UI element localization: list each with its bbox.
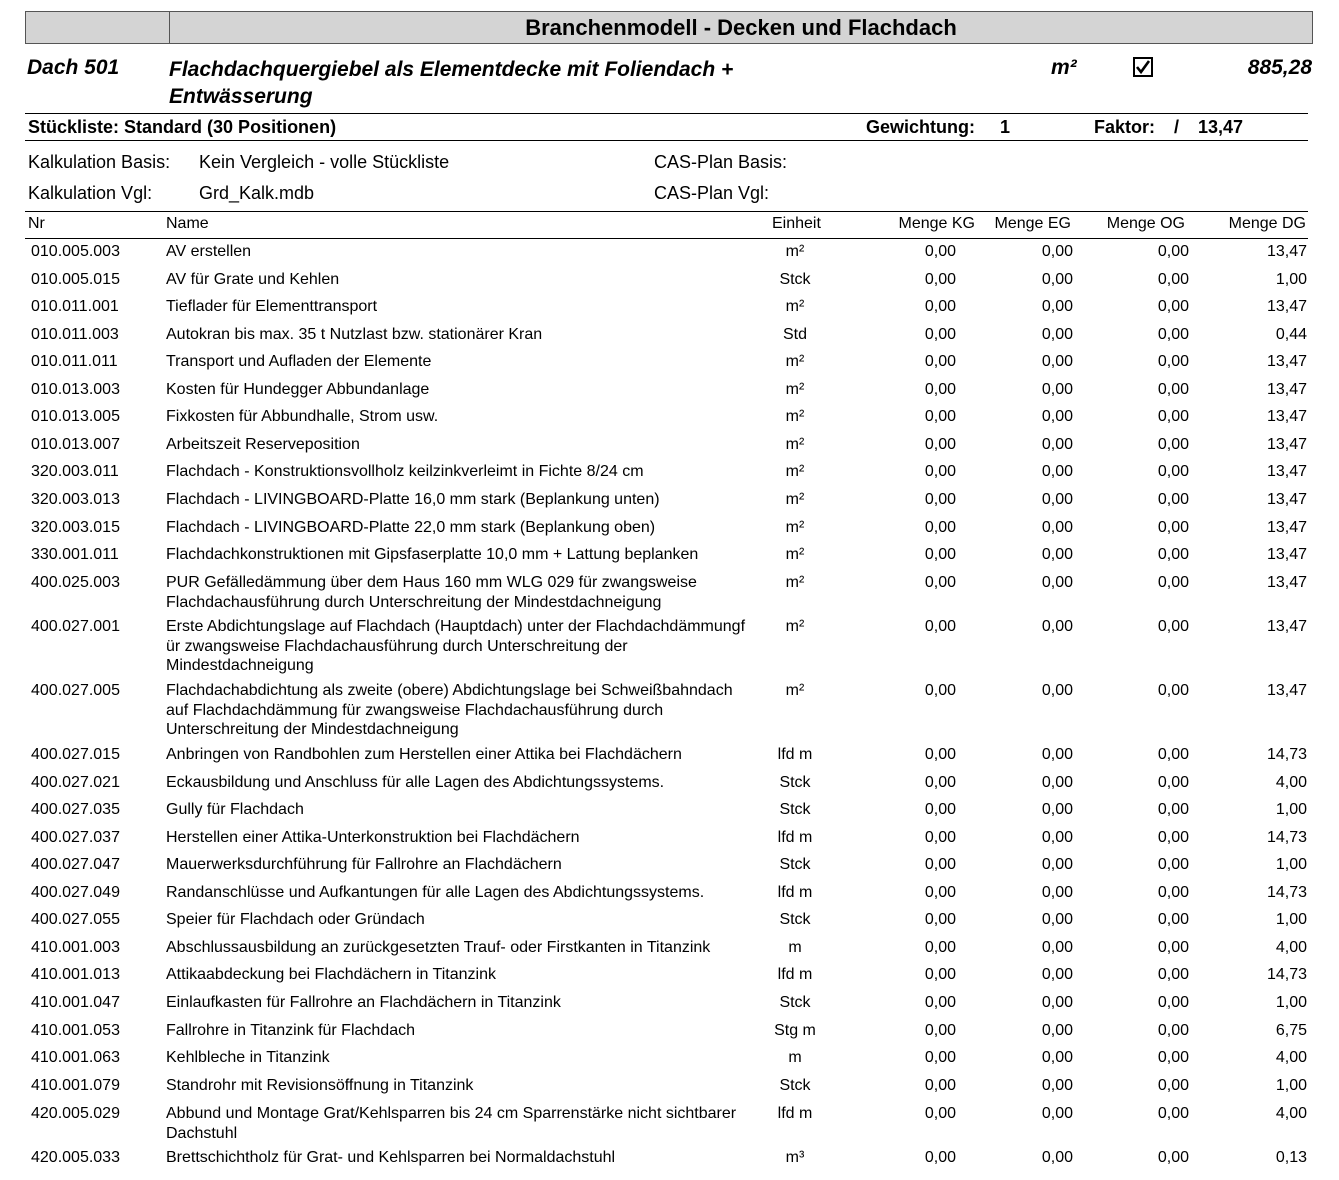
cell-nr: 010.013.007 [31,436,120,453]
cell-menge-kg: 0,00 [924,574,956,591]
cell-menge-dg: 13,47 [1266,574,1307,591]
cell-menge-eg: 0,00 [1041,1049,1073,1066]
cell-unit: Stck [779,774,811,791]
cell-unit: m² [785,463,805,480]
cell-unit: m² [785,618,805,635]
col-menge-eg: Menge EG [994,215,1071,232]
cell-menge-dg: 14,73 [1266,884,1307,901]
cell-nr: 400.027.015 [31,746,120,763]
cell-name: Flachdachkonstruktionen mit Gipsfaserplatte 10,0 mm + Lattung beplanken [166,546,699,563]
cell-name: Herstellen einer Attika-Unterkonstruktion bei Flachdächern [166,829,580,846]
cell-name: Einlaufkasten für Fallrohre an Flachdächern in Titanzink [166,994,561,1011]
cell-menge-dg: 1,00 [1275,911,1307,928]
kalk-vgl-label: Kalkulation Vgl: [28,183,153,203]
cell-nr: 410.001.063 [31,1049,120,1066]
cell-name: AV erstellen [166,243,252,260]
cell-menge-dg: 13,47 [1266,546,1307,563]
cell-name: AV für Grate und Kehlen [166,271,340,288]
cell-menge-dg: 13,47 [1266,436,1307,453]
cell-menge-og: 0,00 [1157,618,1189,635]
cell-menge-kg: 0,00 [924,1049,956,1066]
cell-nr: 320.003.011 [31,463,119,480]
cell-menge-eg: 0,00 [1041,911,1073,928]
cell-menge-kg: 0,00 [924,966,956,983]
cell-menge-eg: 0,00 [1041,298,1073,315]
cell-name: Kosten für Hundegger Abbundanlage [166,381,430,398]
cell-menge-og: 0,00 [1157,243,1189,260]
cell-unit: m² [785,574,805,591]
cell-menge-kg: 0,00 [924,408,956,425]
cell-name: Fallrohre in Titanzink für Flachdach [166,1022,415,1039]
cell-nr: 400.027.005 [31,682,120,699]
cell-nr: 410.001.047 [31,994,120,1011]
cell-name: Flachdach - LIVINGBOARD-Platte 22,0 mm stark (Beplankung oben) [166,519,656,536]
cell-menge-kg: 0,00 [924,436,956,453]
kalk-vgl-value: Grd_Kalk.mdb [199,183,315,203]
cell-unit: m² [785,519,805,536]
cell-unit: m² [785,381,805,398]
item-value: 885,28 [1247,56,1312,79]
cell-menge-og: 0,00 [1157,408,1189,425]
cell-nr: 410.001.053 [31,1022,120,1039]
cell-menge-eg: 0,00 [1041,1022,1073,1039]
cell-unit: m² [785,436,805,453]
kalk-basis-value: Kein Vergleich - volle Stückliste [199,152,450,172]
cell-unit: m [788,1049,802,1066]
gewichtung-label: Gewichtung: [866,117,975,137]
cell-menge-og: 0,00 [1157,994,1189,1011]
cell-menge-kg: 0,00 [924,884,956,901]
cell-menge-dg: 13,47 [1266,381,1307,398]
cell-menge-og: 0,00 [1157,574,1189,591]
cell-menge-kg: 0,00 [924,994,956,1011]
cell-unit: Stck [779,911,811,928]
cell-unit: m² [785,298,805,315]
stueckliste-label: Stückliste: Standard (30 Positionen) [28,117,337,137]
faktor-operator: / [1174,117,1180,137]
cell-menge-kg: 0,00 [924,381,956,398]
cell-menge-eg: 0,00 [1041,1077,1073,1094]
cell-nr: 330.001.011 [31,546,119,563]
cell-menge-kg: 0,00 [924,1077,956,1094]
cell-name: PUR Gefälledämmung über dem Haus 160 mm WLG 029 für zwangsweise Flachdachausführung durch Unterschreitung der Mindestdachneigung [166,574,697,611]
cell-menge-kg: 0,00 [924,856,956,873]
cell-menge-dg: 13,47 [1266,618,1307,635]
faktor-label: Faktor: [1094,117,1156,137]
kalk-basis-label: Kalkulation Basis: [28,152,171,172]
cell-menge-eg: 0,00 [1041,746,1073,763]
cell-menge-kg: 0,00 [924,491,956,508]
cell-menge-eg: 0,00 [1041,353,1073,370]
cell-menge-eg: 0,00 [1041,574,1073,591]
cell-nr: 400.025.003 [31,574,120,591]
cell-menge-kg: 0,00 [924,1022,956,1039]
item-code: Dach 501 [27,56,120,79]
cell-menge-eg: 0,00 [1041,939,1073,956]
cell-unit: lfd m [777,746,813,763]
cas-basis-label: CAS-Plan Basis: [654,152,788,172]
cell-menge-og: 0,00 [1157,326,1189,343]
cell-name: Erste Abdichtungslage auf Flachdach (Hauptdach) unter der Flachdachdämmungf ür zwangsweise Flachdachausführung durch Unterschreitung der Mindestdachneigung [166,618,746,674]
cell-menge-eg: 0,00 [1041,271,1073,288]
cell-menge-kg: 0,00 [924,801,956,818]
cell-menge-og: 0,00 [1157,966,1189,983]
col-menge-dg: Menge DG [1228,215,1306,232]
cell-nr: 010.011.003 [31,326,119,343]
cell-menge-dg: 1,00 [1275,1077,1307,1094]
cell-menge-kg: 0,00 [924,546,956,563]
cell-unit: m [788,939,802,956]
cell-menge-kg: 0,00 [924,519,956,536]
cell-menge-dg: 1,00 [1275,801,1307,818]
cell-menge-og: 0,00 [1157,353,1189,370]
cell-unit: Stck [779,856,811,873]
cell-unit: Stg m [774,1022,816,1039]
cell-name: Flachdach - LIVINGBOARD-Platte 16,0 mm stark (Beplankung unten) [166,491,660,508]
report-title: Branchenmodell - Decken und Flachdach [525,14,957,40]
col-nr: Nr [28,215,45,232]
cell-name: Fixkosten für Abbundhalle, Strom usw. [166,408,439,425]
cell-menge-kg: 0,00 [924,829,956,846]
cell-name: Anbringen von Randbohlen zum Herstellen einer Attika bei Flachdächern [166,746,682,763]
cell-menge-dg: 13,47 [1266,682,1307,699]
cell-name: Mauerwerksdurchführung für Fallrohre an Flachdächern [166,856,562,873]
col-menge-kg: Menge KG [898,215,975,232]
cell-menge-kg: 0,00 [924,682,956,699]
cell-menge-dg: 13,47 [1266,243,1307,260]
cell-menge-og: 0,00 [1157,436,1189,453]
cell-unit: m² [785,546,805,563]
col-einheit: Einheit [772,215,821,232]
cell-nr: 400.027.035 [31,801,120,818]
cell-unit: m² [785,353,805,370]
cell-unit: lfd m [777,829,813,846]
col-menge-og: Menge OG [1106,215,1185,232]
cell-nr: 400.027.049 [31,884,120,901]
cell-menge-dg: 13,47 [1266,519,1307,536]
cell-name: Tieflader für Elementtransport [166,298,378,315]
cell-menge-og: 0,00 [1157,801,1189,818]
cell-menge-og: 0,00 [1157,491,1189,508]
cell-menge-kg: 0,00 [924,911,956,928]
cell-menge-dg: 1,00 [1275,856,1307,873]
cell-menge-dg: 4,00 [1275,1049,1307,1066]
cell-nr: 010.013.005 [31,408,120,425]
cell-menge-dg: 13,47 [1266,463,1307,480]
cell-menge-eg: 0,00 [1041,618,1073,635]
cell-unit: Stck [779,994,811,1011]
cell-nr: 420.005.029 [31,1105,120,1122]
cell-menge-og: 0,00 [1157,1022,1189,1039]
cell-name: Randanschlüsse und Aufkantungen für alle Lagen des Abdichtungssystems. [166,884,705,901]
cell-name: Kehlbleche in Titanzink [166,1049,330,1066]
faktor-value: 13,47 [1198,117,1244,137]
cell-name: Standrohr mit Revisionsöffnung in Titanzink [166,1077,474,1094]
cell-nr: 410.001.013 [31,966,120,983]
cell-menge-dg: 4,00 [1275,1105,1307,1122]
cell-unit: m² [785,408,805,425]
cell-menge-dg: 14,73 [1266,746,1307,763]
cell-menge-eg: 0,00 [1041,801,1073,818]
cell-nr: 010.005.003 [31,243,120,260]
cell-menge-kg: 0,00 [924,618,956,635]
cell-menge-kg: 0,00 [924,298,956,315]
cell-nr: 010.011.001 [31,298,119,315]
cell-name: Attikaabdeckung bei Flachdächern in Titanzink [166,966,496,983]
cell-nr: 320.003.015 [31,519,120,536]
cell-nr: 010.013.003 [31,381,120,398]
cell-menge-kg: 0,00 [924,1149,956,1166]
cell-menge-dg: 13,47 [1266,408,1307,425]
cell-menge-dg: 0,44 [1275,326,1307,343]
cell-unit: Std [782,326,807,343]
cell-unit: lfd m [777,966,813,983]
cell-name: Abschlussausbildung an zurückgesetzten Trauf- oder Firstkanten in Titanzink [166,939,711,956]
cell-unit: m² [785,243,805,260]
cell-menge-eg: 0,00 [1041,326,1073,343]
cell-nr: 320.003.013 [31,491,120,508]
cell-menge-og: 0,00 [1157,1077,1189,1094]
cell-unit: m² [785,491,805,508]
cell-menge-og: 0,00 [1157,829,1189,846]
cell-menge-eg: 0,00 [1041,856,1073,873]
cell-name: Flachdach - Konstruktionsvollholz keilzinkverleimt in Fichte 8/24 cm [166,463,644,480]
cell-unit: m² [785,682,805,699]
cell-menge-og: 0,00 [1157,939,1189,956]
cell-menge-eg: 0,00 [1041,463,1073,480]
cell-menge-dg: 4,00 [1275,774,1307,791]
cell-menge-eg: 0,00 [1041,381,1073,398]
cell-menge-kg: 0,00 [924,939,956,956]
cell-menge-kg: 0,00 [924,463,956,480]
cell-menge-og: 0,00 [1157,463,1189,480]
cell-menge-og: 0,00 [1157,1049,1189,1066]
item-title: Flachdachquergiebel als Elementdecke mit Foliendach + Entwässerung [169,58,734,108]
cell-unit: Stck [779,271,811,288]
cell-menge-dg: 13,47 [1266,353,1307,370]
item-unit: m² [1051,56,1077,79]
cell-menge-eg: 0,00 [1041,436,1073,453]
cell-name: Autokran bis max. 35 t Nutzlast bzw. stationärer Kran [166,326,543,343]
cell-name: Eckausbildung und Anschluss für alle Lagen des Abdichtungssystems. [166,774,665,791]
cell-menge-og: 0,00 [1157,298,1189,315]
cell-menge-eg: 0,00 [1041,682,1073,699]
cell-menge-kg: 0,00 [924,326,956,343]
cell-unit: Stck [779,801,811,818]
cell-nr: 400.027.001 [31,618,120,635]
cell-menge-og: 0,00 [1157,271,1189,288]
cell-menge-eg: 0,00 [1041,884,1073,901]
cell-name: Abbund und Montage Grat/Kehlsparren bis 24 cm Sparrenstärke nicht sichtbarer Dachstuhl [166,1105,737,1142]
cell-menge-kg: 0,00 [924,746,956,763]
cell-nr: 410.001.003 [31,939,120,956]
cell-nr: 400.027.055 [31,911,120,928]
cell-nr: 420.005.033 [31,1149,120,1166]
cell-nr: 400.027.047 [31,856,120,873]
cell-menge-eg: 0,00 [1041,829,1073,846]
cell-menge-eg: 0,00 [1041,966,1073,983]
cell-name: Gully für Flachdach [166,801,304,818]
cell-menge-dg: 0,13 [1275,1149,1307,1166]
cell-menge-eg: 0,00 [1041,774,1073,791]
col-name: Name [166,215,209,232]
cell-menge-eg: 0,00 [1041,546,1073,563]
cell-nr: 410.001.079 [31,1077,120,1094]
cell-menge-og: 0,00 [1157,381,1189,398]
cell-menge-eg: 0,00 [1041,519,1073,536]
cell-menge-dg: 13,47 [1266,298,1307,315]
cell-unit: m³ [785,1149,805,1166]
cell-menge-dg: 6,75 [1275,1022,1307,1039]
cell-menge-kg: 0,00 [924,774,956,791]
cell-unit: lfd m [777,1105,813,1122]
cell-nr: 400.027.037 [31,829,120,846]
cell-menge-kg: 0,00 [924,353,956,370]
cell-menge-eg: 0,00 [1041,1105,1073,1122]
cell-menge-og: 0,00 [1157,746,1189,763]
cell-unit: Stck [779,1077,811,1094]
cell-menge-og: 0,00 [1157,911,1189,928]
cell-name: Transport und Aufladen der Elemente [166,353,432,370]
cell-menge-og: 0,00 [1157,1149,1189,1166]
cell-menge-kg: 0,00 [924,1105,956,1122]
cell-menge-dg: 1,00 [1275,994,1307,1011]
cas-vgl-label: CAS-Plan Vgl: [654,183,770,203]
cell-menge-og: 0,00 [1157,774,1189,791]
cell-unit: lfd m [777,884,813,901]
cell-menge-og: 0,00 [1157,546,1189,563]
cell-name: Flachdachabdichtung als zweite (obere) Abdichtungslage bei Schweißbahndach auf Flachdachdämmung für zwangsweise Flachdachausführung durch Unterschreitung der Mindestdachneigung [166,682,733,738]
cell-menge-kg: 0,00 [924,271,956,288]
cell-name: Speier für Flachdach oder Gründach [166,911,425,928]
cell-menge-dg: 14,73 [1266,829,1307,846]
cell-menge-eg: 0,00 [1041,408,1073,425]
cell-menge-dg: 1,00 [1275,271,1307,288]
cell-menge-eg: 0,00 [1041,243,1073,260]
cell-nr: 010.005.015 [31,271,120,288]
cell-menge-dg: 4,00 [1275,939,1307,956]
cell-menge-eg: 0,00 [1041,1149,1073,1166]
cell-nr: 010.011.011 [31,353,118,370]
cell-menge-og: 0,00 [1157,519,1189,536]
cell-menge-kg: 0,00 [924,243,956,260]
cell-nr: 400.027.021 [31,774,120,791]
cell-menge-og: 0,00 [1157,856,1189,873]
cell-menge-og: 0,00 [1157,1105,1189,1122]
cell-menge-eg: 0,00 [1041,994,1073,1011]
cell-menge-eg: 0,00 [1041,491,1073,508]
cell-menge-og: 0,00 [1157,884,1189,901]
cell-menge-og: 0,00 [1157,682,1189,699]
cell-menge-dg: 13,47 [1266,491,1307,508]
cell-menge-dg: 14,73 [1266,966,1307,983]
gewichtung-value: 1 [1000,117,1011,137]
cell-name: Brettschichtholz für Grat- und Kehlsparren bei Normaldachstuhl [166,1149,616,1166]
cell-name: Arbeitszeit Reserveposition [166,436,360,453]
